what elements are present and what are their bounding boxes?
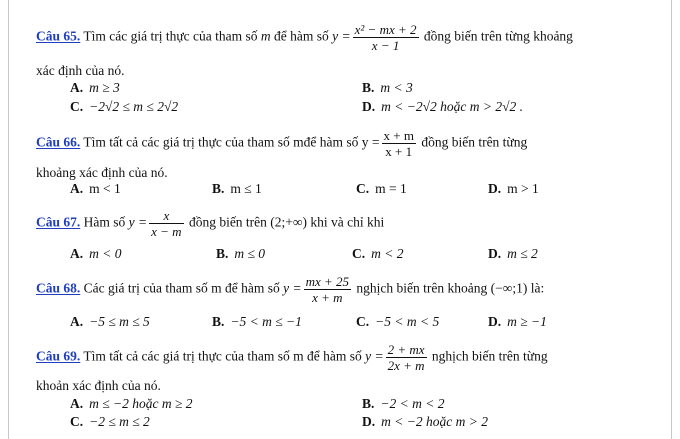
option-letter: B. xyxy=(216,246,229,261)
option-value: −2 ≤ m ≤ 2 xyxy=(89,414,150,429)
q68-option-d[interactable] xyxy=(488,314,547,330)
option-value: −2 < m < 2 xyxy=(380,396,445,411)
option-letter: B. xyxy=(362,396,375,411)
q69-option-b[interactable] xyxy=(362,396,444,412)
q69-option-c[interactable] xyxy=(70,414,150,430)
q65-option-d[interactable] xyxy=(362,99,523,115)
q65-option-b[interactable] xyxy=(362,80,413,96)
q65-var-m: m xyxy=(260,28,271,44)
option-letter: A. xyxy=(70,246,84,261)
option-value: m = 1 xyxy=(375,181,407,196)
option-value: m < 3 xyxy=(380,80,413,95)
q68-option-a[interactable] xyxy=(70,314,150,330)
question-67-stem xyxy=(36,208,384,239)
q68-text-c: nghịch biến trên khoảng xyxy=(353,280,491,296)
q67-option-b[interactable] xyxy=(216,246,265,262)
q66-option-d[interactable] xyxy=(488,181,539,197)
question-67-label: Câu 67. xyxy=(36,214,81,230)
q66-denominator: x + 1 xyxy=(385,144,413,159)
option-letter: A. xyxy=(70,80,84,95)
option-value: −2√2 ≤ m ≤ 2√2 xyxy=(89,99,179,114)
option-value: m > 1 xyxy=(507,181,539,196)
q66-option-c[interactable] xyxy=(356,181,407,197)
q69-option-d[interactable] xyxy=(362,414,488,430)
option-value: m ≥ −1 xyxy=(507,314,547,329)
q67-option-c[interactable] xyxy=(352,246,403,262)
q68-fraction xyxy=(304,274,351,305)
option-letter: C. xyxy=(70,99,84,114)
q68-option-c[interactable] xyxy=(356,314,439,330)
question-68-label: Câu 68. xyxy=(36,280,81,296)
q65-y-eq: y = xyxy=(332,28,351,44)
q68-denominator: x + m xyxy=(312,290,343,305)
question-65-stem xyxy=(36,22,573,53)
option-letter: A. xyxy=(70,314,84,329)
option-letter: B. xyxy=(212,181,225,196)
option-letter: D. xyxy=(488,181,502,196)
q67-interval: (2;+∞) xyxy=(270,214,308,230)
q68-text-a: Các giá trị của tham số m để hàm số xyxy=(80,280,284,296)
q67-text-c: đồng biến trên xyxy=(185,214,271,230)
question-65-label: Câu 65. xyxy=(36,28,81,44)
q68-numerator: mx + 25 xyxy=(305,274,350,289)
q66-option-b[interactable] xyxy=(212,181,262,197)
option-value: −5 ≤ m ≤ 5 xyxy=(89,314,150,329)
option-letter: D. xyxy=(362,99,376,114)
option-letter: D. xyxy=(362,414,376,429)
q68-y-eq: y = xyxy=(283,280,302,296)
q67-fraction xyxy=(149,208,183,239)
q69-numerator: 2 + mx xyxy=(387,342,425,357)
option-value: m ≤ 2 xyxy=(507,246,538,261)
q66-text-c: đồng biến trên từng xyxy=(417,134,528,150)
q67-option-a[interactable] xyxy=(70,246,121,262)
option-letter: C. xyxy=(356,314,370,329)
option-letter: C. xyxy=(70,414,84,429)
q67-y-eq: y = xyxy=(128,214,148,230)
q68-option-b[interactable] xyxy=(212,314,302,330)
option-letter: C. xyxy=(352,246,366,261)
option-letter: D. xyxy=(488,246,502,261)
q66-line2: khoảng xác định của nó. xyxy=(36,165,168,180)
q65-line2: xác định của nó. xyxy=(36,63,125,78)
q69-fraction xyxy=(386,342,427,373)
q67-text-a: Hàm số xyxy=(80,214,129,230)
q67-denominator: x − m xyxy=(151,224,182,239)
option-value: m ≤ 0 xyxy=(234,246,266,261)
option-value: m < −2 hoặc m > 2 xyxy=(381,414,488,429)
option-letter: A. xyxy=(70,181,84,196)
q66-fraction xyxy=(382,128,416,159)
option-value: m < −2√2 hoặc m > 2√2 . xyxy=(381,99,524,114)
option-value: m < 0 xyxy=(89,246,122,261)
q65-fraction xyxy=(353,22,419,53)
q65-text-c: đồng biến trên từng khoảng xyxy=(420,28,573,44)
option-value: −5 < m ≤ −1 xyxy=(230,314,302,329)
option-letter: B. xyxy=(362,80,375,95)
q67-text-d: khi và chỉ khi xyxy=(307,214,385,230)
option-value: m < 2 xyxy=(371,246,404,261)
q69-y-eq: y = xyxy=(365,348,384,364)
option-letter: D. xyxy=(488,314,502,329)
question-68-stem xyxy=(36,274,544,305)
question-66-label: Câu 66. xyxy=(36,134,81,150)
q68-interval: (−∞;1) xyxy=(490,280,528,296)
q65-text-a: Tìm các giá trị thực của tham số xyxy=(80,28,261,44)
q66-y-eq: y = xyxy=(361,134,380,150)
q69-option-a[interactable] xyxy=(70,396,193,412)
q67-option-d[interactable] xyxy=(488,246,538,262)
option-value: m ≤ −2 hoặc m ≥ 2 xyxy=(89,396,193,411)
q65-denominator: x − 1 xyxy=(371,38,400,53)
q69-text-a: Tìm tất cả các giá trị thực của tham số m để hàm số xyxy=(80,348,366,364)
option-value: −5 < m < 5 xyxy=(375,314,440,329)
option-value: m ≤ 1 xyxy=(230,181,262,196)
q69-text-c: nghịch biến trên từng xyxy=(428,348,548,364)
option-value: m < 1 xyxy=(89,181,121,196)
question-66-stem xyxy=(36,128,527,159)
question-69-stem xyxy=(36,342,548,373)
q65-numerator: x² − mx + 2 xyxy=(354,22,417,37)
q66-numerator: x + m xyxy=(383,128,414,143)
q65-text-b: để hàm số xyxy=(270,28,333,44)
option-letter: A. xyxy=(70,396,84,411)
q69-line2: khoản xác định của nó. xyxy=(36,378,161,393)
q66-option-a[interactable] xyxy=(70,181,121,197)
question-69-label: Câu 69. xyxy=(36,348,81,364)
q67-numerator: x xyxy=(149,208,183,224)
q65-option-c[interactable] xyxy=(70,99,178,115)
option-value: m ≥ 3 xyxy=(89,80,120,95)
q68-text-d: là: xyxy=(527,280,545,296)
option-letter: C. xyxy=(356,181,370,196)
q65-option-a[interactable] xyxy=(70,80,120,96)
q69-denominator: 2x + m xyxy=(387,358,425,373)
option-letter: B. xyxy=(212,314,225,329)
q66-text-a: Tìm tất cả các giá trị thực của tham số mđể hàm số xyxy=(80,134,362,150)
